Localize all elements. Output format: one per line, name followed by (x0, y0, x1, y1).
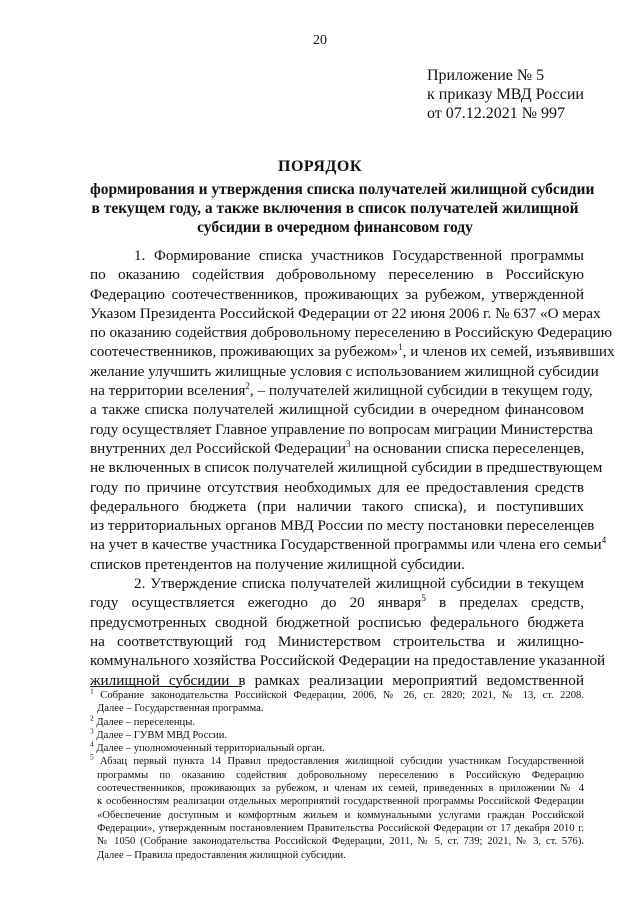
footnote-mark: 1 (90, 686, 94, 696)
paragraph-line: федерального бюджета (при наличии такого списка), и поступивших (90, 497, 584, 515)
footnote-ref: 2 (245, 381, 250, 392)
paragraph-line: из территориальных органов МВД России по месту постановки переселенцев (90, 517, 595, 535)
paragraph-line (90, 381, 593, 400)
appendix-line: к приказу МВД России (427, 86, 584, 103)
paragraph-line: 1. Формирование списка участников Государственной программы (134, 247, 584, 264)
subtitle-line: формирования и утверждения списка получателей жилищной субсидии (90, 181, 595, 198)
footnote-text: Далее – уполномоченный территориальный орган. (96, 743, 325, 755)
paragraph-line: по оказанию содействия добровольному переселению в Российскую (90, 266, 584, 284)
paragraph-line (90, 593, 584, 612)
footnote-line: Федерации», утвержденным постановлением Правительства Российской Федерации от 17 декабря 2010 г. (97, 822, 584, 834)
paragraph-line: Федерацию соотечественников, проживающих за рубежом, утвержденной (90, 285, 584, 303)
paragraph-line (90, 535, 607, 554)
footnote-line: Далее – Правила предоставления жилищной субсидии. (97, 849, 346, 861)
footnote-ref: 3 (346, 438, 351, 449)
footnote-line (90, 713, 584, 729)
paragraph-line: не включенных в список получателей жилищной субсидии в предшествующем (90, 459, 603, 477)
appendix-line: Приложение № 5 (427, 67, 545, 84)
footnote-line: соотечественников, проживающих за рубежом, и членам их семей, приведенных в приложении № 4 (97, 783, 584, 795)
text-segment: году осуществляется ежегодно до 20 января (90, 594, 422, 612)
paragraph-line: а также списка получателей жилищной субсидии в очередном финансовом (90, 401, 584, 419)
paragraph-line: году по причине отсутствия необходимых для ее предоставления средств (90, 478, 584, 496)
footnote-line: Далее – Государственная программа. (97, 703, 264, 715)
paragraph-line: предусмотренных сводной бюджетной росписью федерального бюджета (90, 613, 584, 631)
paragraph-line: 2. Утверждение списка получателей жилищной субсидии в текущем (134, 575, 584, 593)
paragraph-line: году осуществляет Главное управление по вопросам миграции Министерства (90, 420, 593, 438)
paragraph-line: коммунального хозяйства Российской Федерации на предоставление указанной (90, 652, 606, 670)
footnote-text: Абзац первый пункта 14 Правил предоставления жилищной субсидии участникам Государственной (100, 756, 584, 768)
text-segment: соотечественников, проживающих за рубежом» (90, 343, 399, 361)
appendix-line: от 07.12.2021 № 997 (427, 105, 566, 122)
footnote-line (90, 739, 584, 755)
footnote-mark: 3 (90, 726, 94, 736)
footnote-line: № 1050 (Собрание законодательства Российской Федерации, 2011, № 5, ст. 739; 2021, № 3, ст. 576). (97, 836, 584, 848)
footnote-line: «Обеспечение доступным и комфортным жильем и коммунальными услугами граждан Российской (97, 809, 584, 821)
footnote-mark: 5 (90, 752, 94, 762)
text-segment: на учет в качестве участника Государственной программы или члена его семьи (90, 536, 602, 554)
paragraph-line: на соответствующий год Министерством строительства и жилищно- (90, 632, 584, 650)
footnote-line (90, 686, 584, 702)
footnote-ref: 5 (421, 593, 426, 604)
paragraph-line (90, 342, 615, 361)
paragraph-line: желание улучшить жилищные условия с использованием жилищной субсидии (90, 362, 599, 380)
footnote-text: Далее – ГУВМ МВД России. (96, 729, 228, 741)
footnote-line (90, 726, 584, 742)
footnote-text: Собрание законодательства Российской Федерации, 2006, № 26, ст. 2820; 2021, № 13, ст. 2208. (100, 690, 584, 701)
text-segment: в пределах средств, (425, 594, 584, 612)
footnote-divider (90, 686, 242, 687)
body-text (90, 246, 615, 690)
paragraph-line: по оказанию содействия добровольному переселению в Российскую Федерацию (90, 324, 613, 342)
document-subtitle (90, 180, 595, 237)
footnote-mark: 4 (90, 739, 94, 749)
paragraph-line (90, 439, 584, 458)
document-title: ПОРЯДОК (278, 158, 362, 175)
text-segment: на основании списка переселенцев, (350, 439, 585, 457)
paragraph-line: жилищной субсидии в рамках реализации мероприятий ведомственной (90, 671, 584, 689)
subtitle-line: в текущем году, а также включения в список получателей жилищной (91, 200, 579, 217)
appendix-block (427, 66, 584, 123)
footnote-ref: 1 (398, 342, 403, 353)
footnote-ref: 4 (601, 535, 607, 546)
text-segment: внутренних дел Российской Федерации (90, 439, 347, 457)
paragraph-line: списков претендентов на получение жилищной субсидии. (90, 555, 465, 573)
footnote-line: программы по оказанию содействия добровольному переселению в Российскую Федерацию (97, 769, 584, 781)
footnote-text: Далее – переселенцы. (96, 716, 195, 728)
footnotes (90, 686, 584, 862)
paragraph-line: Указом Президента Российской Федерации от 22 июня 2006 г. № 637 «О мерах (90, 304, 601, 322)
subtitle-line: субсидии в очередном финансовом году (197, 219, 473, 236)
text-segment: , – получателей жилищной субсидии в текущем году, (249, 382, 593, 400)
footnote-mark: 2 (90, 713, 94, 723)
page-number: 20 (313, 33, 327, 48)
text-segment: , и членов их семей, изъявивших (402, 343, 615, 361)
text-segment: на территории вселения (90, 382, 246, 400)
footnote-line: к особенностям реализации отдельных мероприятий государственной программы Российской Федерации (97, 796, 584, 808)
footnote-line (90, 752, 584, 768)
